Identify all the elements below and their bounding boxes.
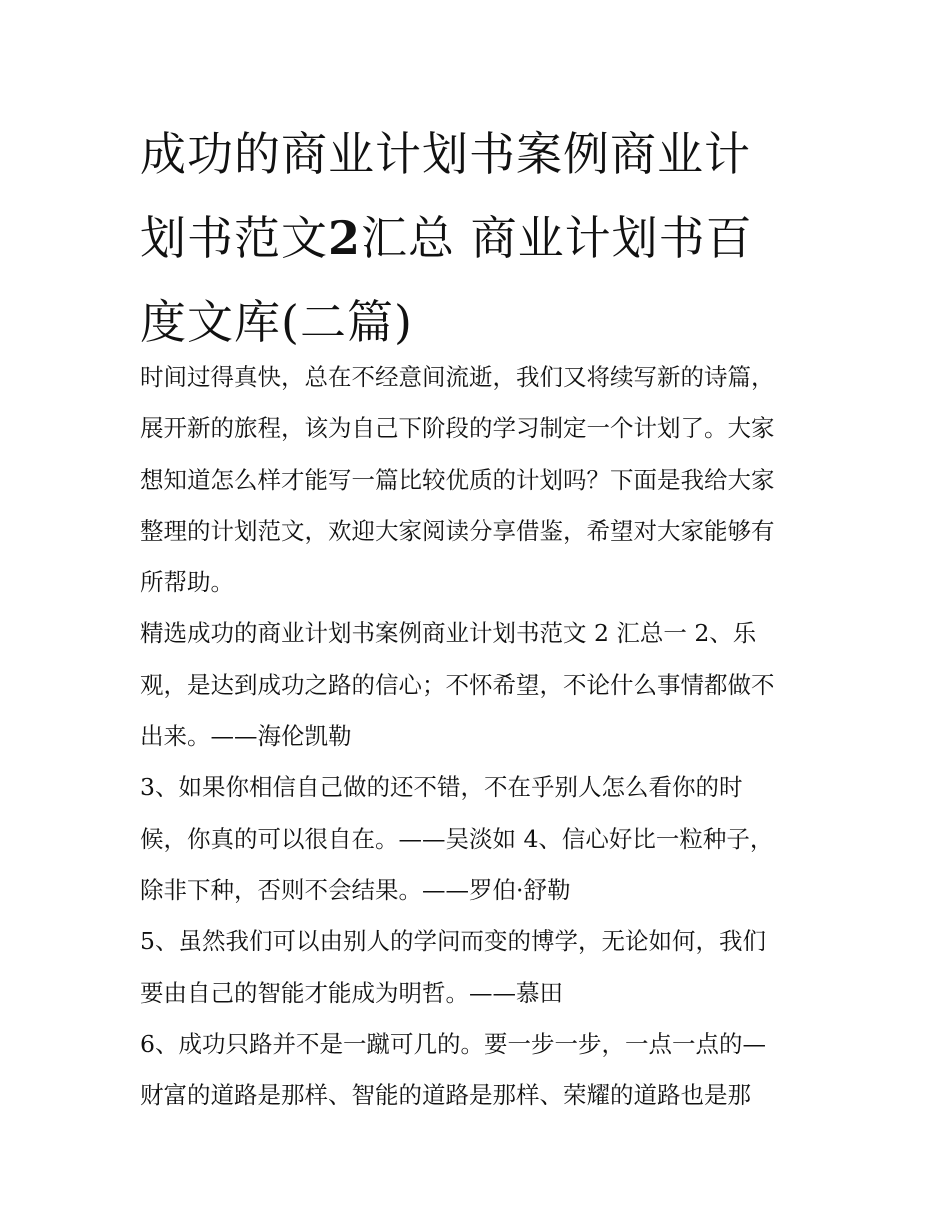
body-line: 精选成功的商业计划书案例商业计划书范文 2 汇总一 2、乐	[140, 619, 757, 648]
body-line: 时间过得真快，总在不经意间流逝，我们又将续写新的诗篇，	[140, 363, 775, 391]
body-line: 整理的计划范文，欢迎大家阅读分享借鉴，希望对大家能够有	[140, 516, 775, 545]
title-line: 成功的商业计划书案例商业计	[140, 127, 751, 181]
title-segment: 划书范文	[140, 211, 328, 265]
body-line: 候，你真的可以很自在。——吴淡如 4、信心好比一粒种子，	[140, 824, 774, 853]
title-segment: 汇总 商业计划书百	[361, 211, 753, 265]
body-line: 3、如果你相信自己做的还不错，不在乎别人怎么看你的时	[140, 773, 743, 802]
title-line: 度文库(二篇)	[140, 295, 413, 349]
document-body	[140, 352, 820, 1121]
body-line: 出来。——海伦凯勒	[140, 722, 352, 751]
body-line: 除非下种，否则不会结果。——罗伯·舒勒	[140, 875, 571, 904]
body-line: 6、成功只路并不是一蹴可几的。要一步一步，一点一点的—	[140, 1029, 766, 1058]
body-line: 财富的道路是那样、智能的道路是那样、荣耀的道路也是那	[140, 1081, 751, 1110]
body-line: 所帮助。	[140, 568, 234, 597]
body-line: 5、虽然我们可以由别人的学问而变的博学，无论如何，我们	[140, 927, 766, 956]
body-line: 观，是达到成功之路的信心；不怀希望，不论什么事情都做不	[140, 670, 775, 699]
body-line: 展开新的旅程，该为自己下阶段的学习制定一个计划了。大家	[140, 414, 775, 443]
body-line: 想知道怎么样才能写一篇比较优质的计划吗？下面是我给大家	[140, 465, 775, 494]
body-line: 要由自己的智能才能成为明哲。——慕田	[140, 978, 563, 1007]
title-number: 2	[328, 211, 362, 265]
title-line	[140, 196, 820, 280]
document-title	[140, 112, 820, 364]
